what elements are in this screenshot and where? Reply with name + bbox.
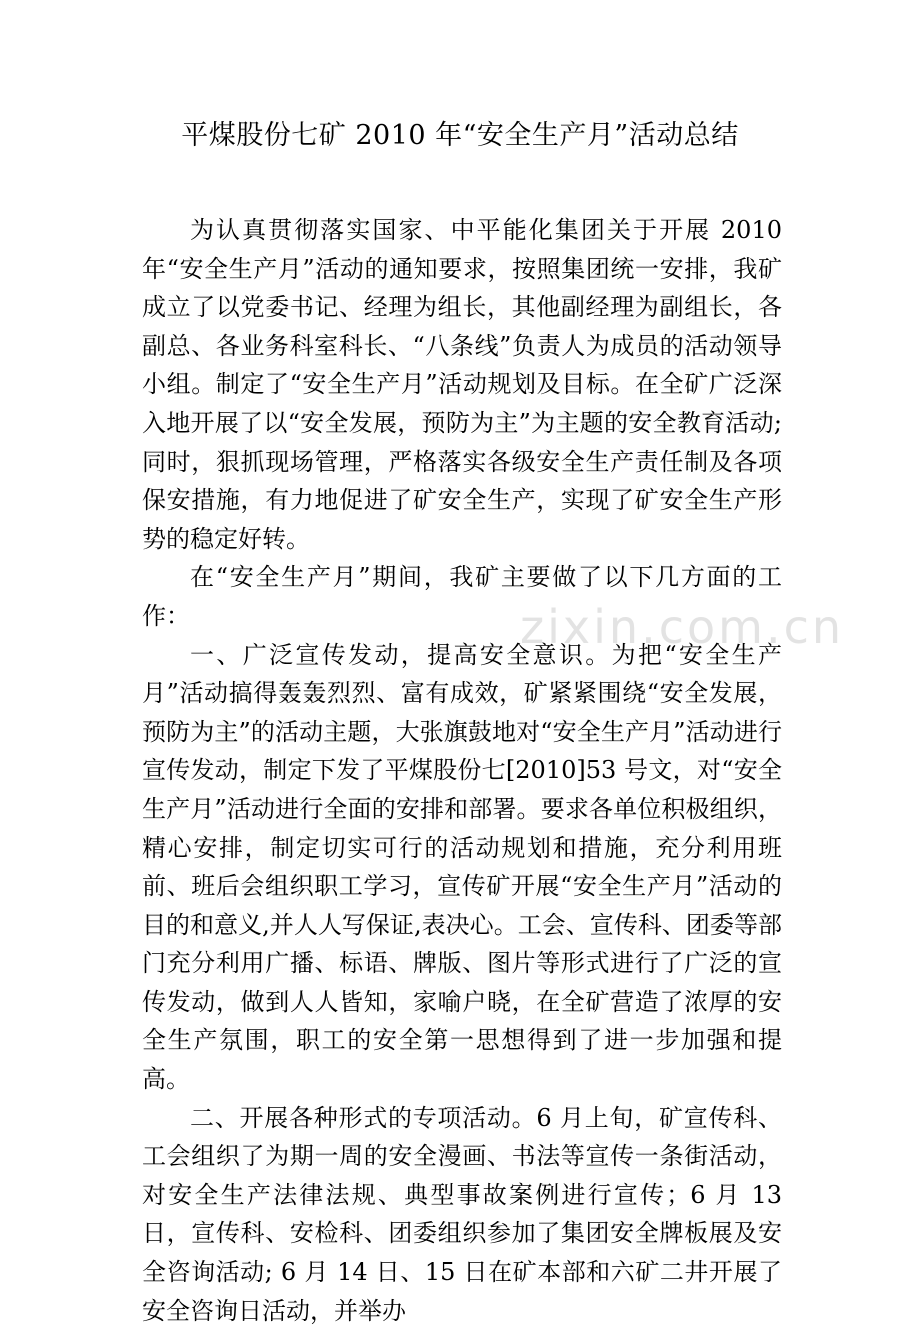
- document-body: [142, 211, 782, 1330]
- paragraph-section-2: 二、开展各种形式的专项活动。6 月上旬，矿宣传科、工会组织了为期一周的安全漫画、书法等宣传一条街活动，对安全生产法律法规、典型事故案例进行宣传；6 月 13 日，宣传科、安检科、团委组织参加了集团安全牌板展及安全咨询活动; 6 月 14 日、15 日在矿本部和六矿二井开展了安全咨询日活动，并举办: [142, 1103, 782, 1325]
- paragraph-overview: 在“安全生产月”期间，我矿主要做了以下几方面的工作：: [142, 563, 782, 630]
- watermark-text: zixin.com.cn: [520, 600, 845, 654]
- paragraph-section-1: 一、广泛宣传发动，提高安全意识。为把“安全生产月”活动搞得轰轰烈烈、富有成效，矿紧紧围绕“安全发展，预防为主”的活动主题，大张旗鼓地对“安全生产月”活动进行宣传发动，制定下发了平煤股份七[2010]53 号文，对“安全生产月”活动进行全面的安排和部署。要求各单位积极组织，精心安排，制定切实可行的活动规划和措施，充分利用班前、班后会组织职工学习，宣传矿开展“安全生产月”活动的目的和意义,并人人写保证,表决心。工会、宣传科、团委等部门充分利用广播、标语、牌版、图片等形式进行了广泛的宣传发动，做到人人皆知，家喻户晓，在全矿营造了浓厚的安全生产氛围，职工的安全第一思想得到了进一步加强和提高。: [142, 640, 782, 1094]
- paragraph-intro: 为认真贯彻落实国家、中平能化集团关于开展 2010 年“安全生产月”活动的通知要求，按照集团统一安排，我矿成立了以党委书记、经理为组长，其他副经理为副组长，各副总、各业务科室科长、“八条线”负责人为成员的活动领导小组。制定了“安全生产月”活动规划及目标。在全矿广泛深入地开展了以“安全发展，预防为主”为主题的安全教育活动;同时，狠抓现场管理，严格落实各级安全生产责任制及各项保安措施，有力地促进了矿安全生产，实现了矿安全生产形势的稳定好转。: [142, 216, 782, 553]
- document-title: 平煤股份七矿 2010 年“安全生产月”活动总结: [181, 120, 739, 151]
